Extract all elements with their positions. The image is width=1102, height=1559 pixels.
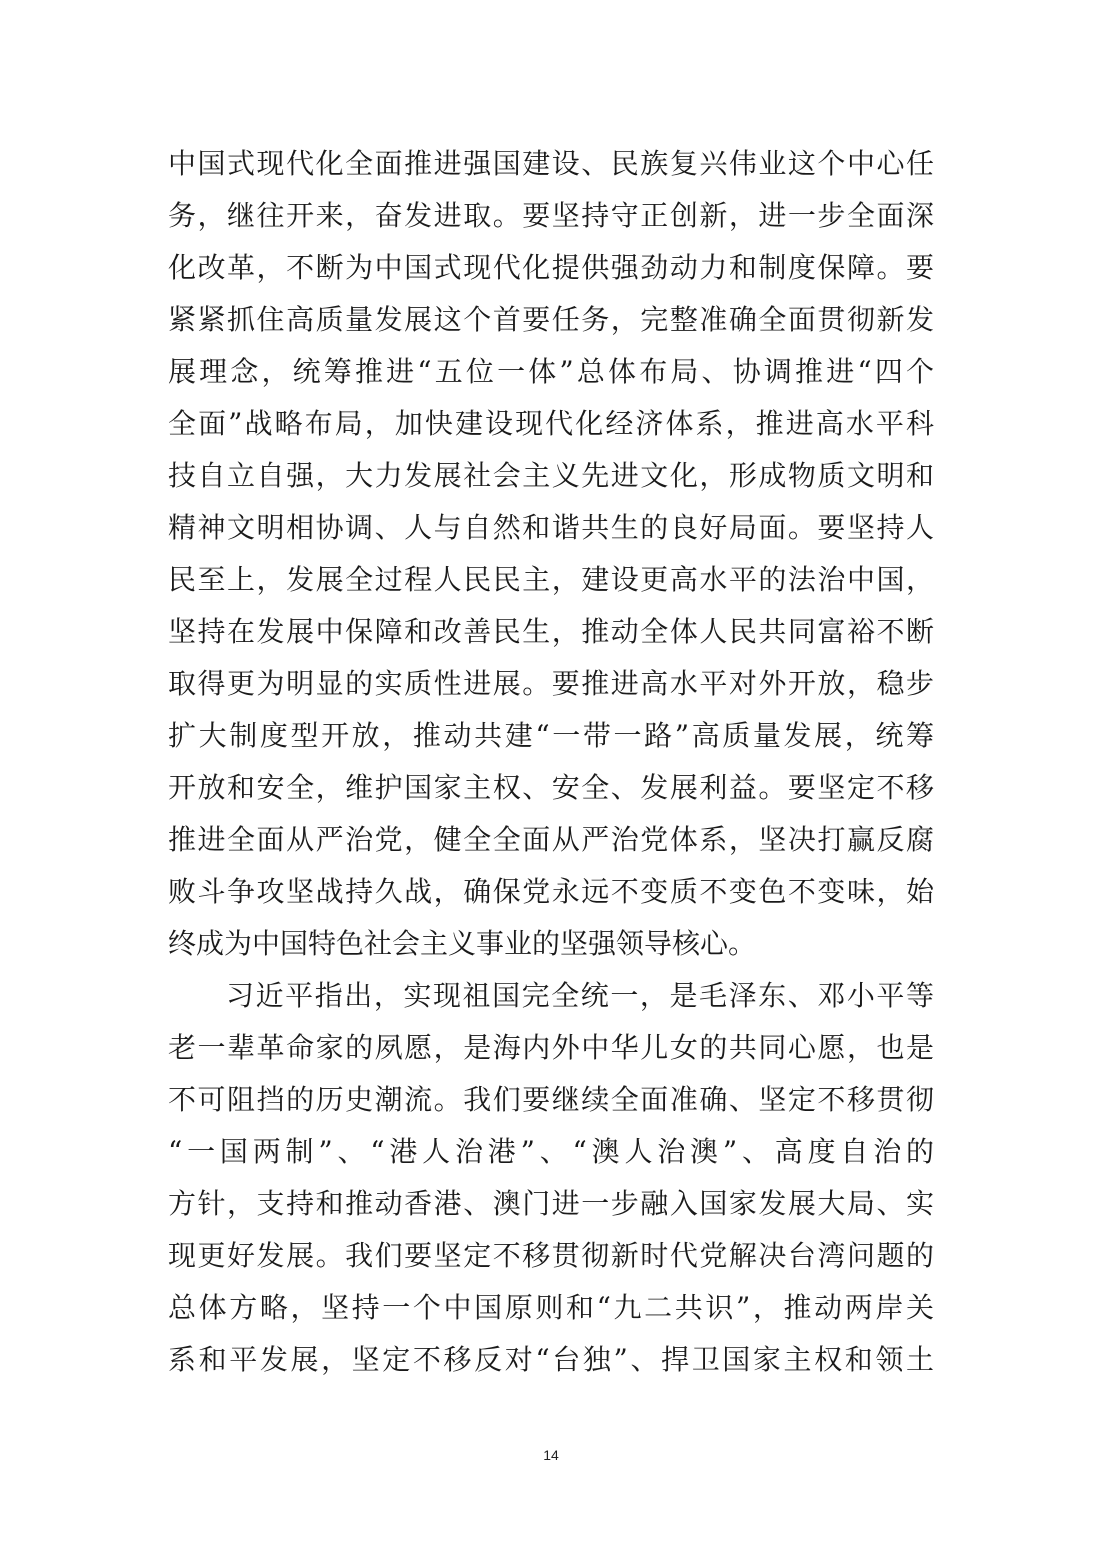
text-line: 务，继往开来，奋发进取。要坚持守正创新，进一步全面深	[168, 199, 934, 232]
text-line: 败斗争攻坚战持久战，确保党永远不变质不变色不变味，始	[168, 875, 934, 908]
text-line: 精神文明相协调、人与自然和谐共生的良好局面。要坚持人	[168, 511, 934, 544]
text-line: 推进全面从严治党，健全全面从严治党体系，坚决打赢反腐	[168, 823, 934, 856]
text-line: 习近平指出，实现祖国完全统一，是毛泽东、邓小平等	[226, 979, 934, 1012]
text-line: 终成为中国特色社会主义事业的坚强领导核心。	[168, 927, 757, 960]
text-line: 不可阻挡的历史潮流。我们要继续全面准确、坚定不移贯彻	[168, 1083, 934, 1116]
text-line: 方针，支持和推动香港、澳门进一步融入国家发展大局、实	[168, 1187, 934, 1220]
text-line: 总体方略，坚持一个中国原则和“九二共识”，推动两岸关	[168, 1291, 934, 1324]
page-number: 14	[543, 1447, 559, 1463]
text-line: 取得更为明显的实质性进展。要推进高水平对外开放，稳步	[168, 667, 934, 700]
text-line: 技自立自强，大力发展社会主义先进文化，形成物质文明和	[168, 459, 934, 492]
text-line: 坚持在发展中保障和改善民生，推动全体人民共同富裕不断	[168, 615, 934, 648]
text-line: “一国两制”、“港人治港”、“澳人治澳”、高度自治的	[168, 1135, 934, 1168]
text-line: 扩大制度型开放，推动共建“一带一路”高质量发展，统筹	[168, 719, 934, 752]
text-line: 开放和安全，维护国家主权、安全、发展利益。要坚定不移	[168, 771, 934, 804]
text-line: 现更好发展。我们要坚定不移贯彻新时代党解决台湾问题的	[168, 1239, 934, 1272]
text-line: 展理念，统筹推进“五位一体”总体布局、协调推进“四个	[168, 355, 934, 388]
text-line: 系和平发展，坚定不移反对“台独”、捍卫国家主权和领土	[168, 1343, 934, 1376]
text-line: 民至上，发展全过程人民民主，建设更高水平的法治中国，	[168, 563, 934, 596]
text-line: 老一辈革命家的夙愿，是海内外中华儿女的共同心愿，也是	[168, 1031, 934, 1064]
text-line: 全面”战略布局，加快建设现代化经济体系，推进高水平科	[168, 407, 934, 440]
text-line: 中国式现代化全面推进强国建设、民族复兴伟业这个中心任	[168, 147, 934, 180]
text-line: 化改革，不断为中国式现代化提供强劲动力和制度保障。要	[168, 251, 934, 284]
text-line: 紧紧抓住高质量发展这个首要任务，完整准确全面贯彻新发	[168, 303, 934, 336]
body-text	[168, 138, 938, 1386]
